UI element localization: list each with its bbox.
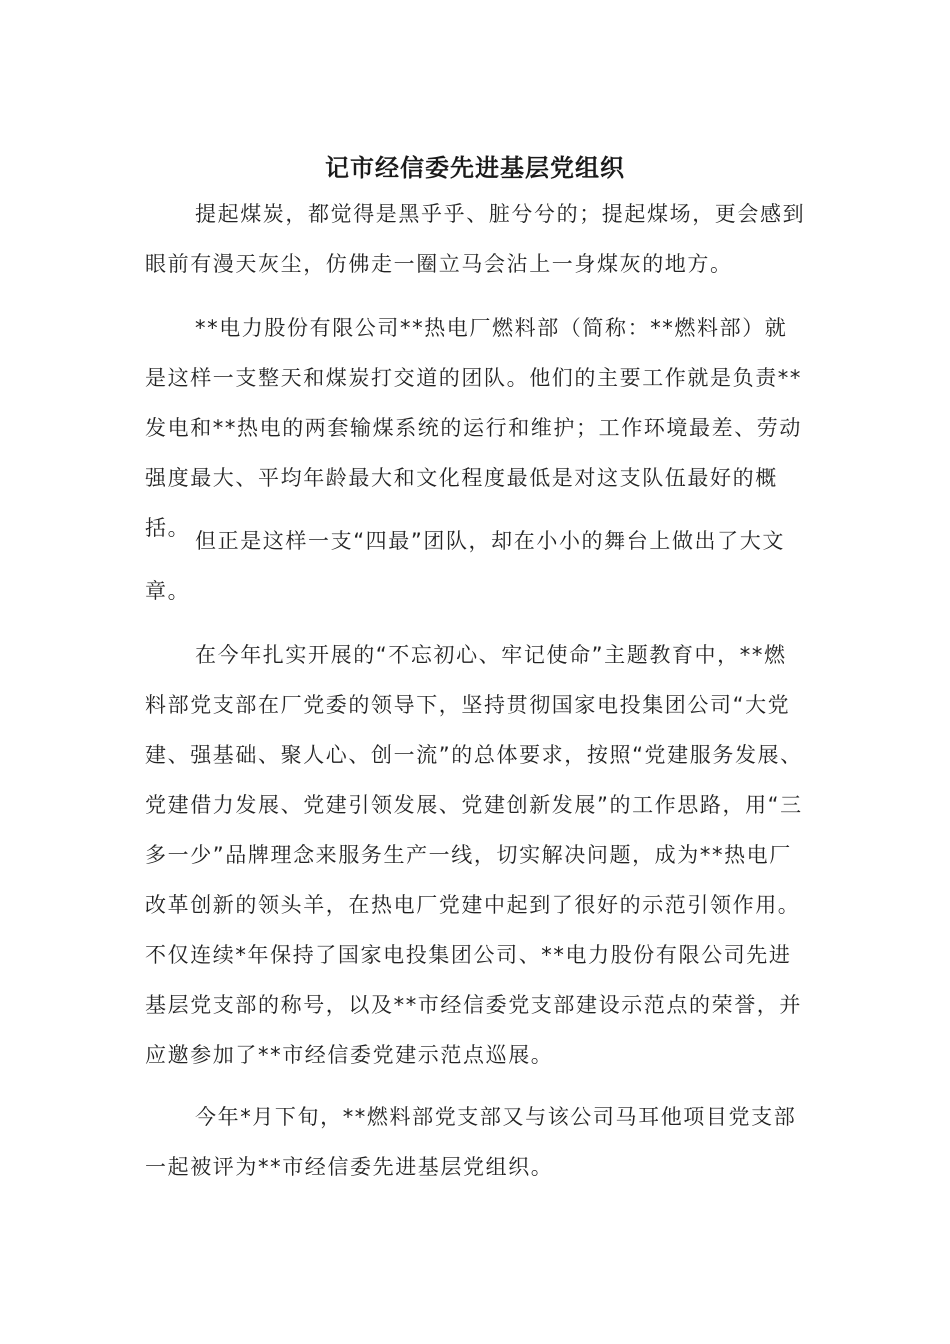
paragraph-team-description: **电力股份有限公司**热电厂燃料部（简称：**燃料部）就是这样一支整天和煤炭打交道的团队。他们的主要工作就是负责**发电和**热电的两套输煤系统的运行和维护；工作环境最差、劳动强度最大、平均年龄最大和文化程度最低是对这支队伍最好的概括。 bbox=[145, 316, 802, 540]
paragraph-intro: 提起煤炭，都觉得是黑乎乎、脏兮兮的；提起煤场，更会感到眼前有漫天灰尘，仿佛走一圈立马会沾上一身煤灰的地方。 bbox=[145, 202, 806, 276]
document-title: 记市经信委先进基层党组织 bbox=[325, 153, 625, 183]
paragraph-achievements: 在今年扎实开展的“不忘初心、牢记使命”主题教育中，**燃料部党支部在厂党委的领导下，坚持贯彻国家电投集团公司“大党建、强基础、聚人心、创一流”的总体要求，按照“党建服务发展、党建借力发展、党建引领发展、党建创新发展”的工作思路，用“三多一少”品牌理念来服务生产一线，切实解决问题，成为**热电厂改革创新的领头羊，在热电厂党建中起到了很好的示范引领作用。不仅连续*年保持了国家电投集团公司、**电力股份有限公司先进基层党支部的称号，以及**市经信委党支部建设示范点的荣誉，并应邀参加了**市经信委党建示范点巡展。 bbox=[145, 643, 803, 1067]
paragraph-transition: 但正是这样一支“四最”团队，却在小小的舞台上做出了大文章。 bbox=[145, 529, 785, 603]
paragraph-award: 今年*月下旬，**燃料部党支部又与该公司马耳他项目党支部一起被评为**市经信委先进基层党组织。 bbox=[145, 1105, 797, 1179]
